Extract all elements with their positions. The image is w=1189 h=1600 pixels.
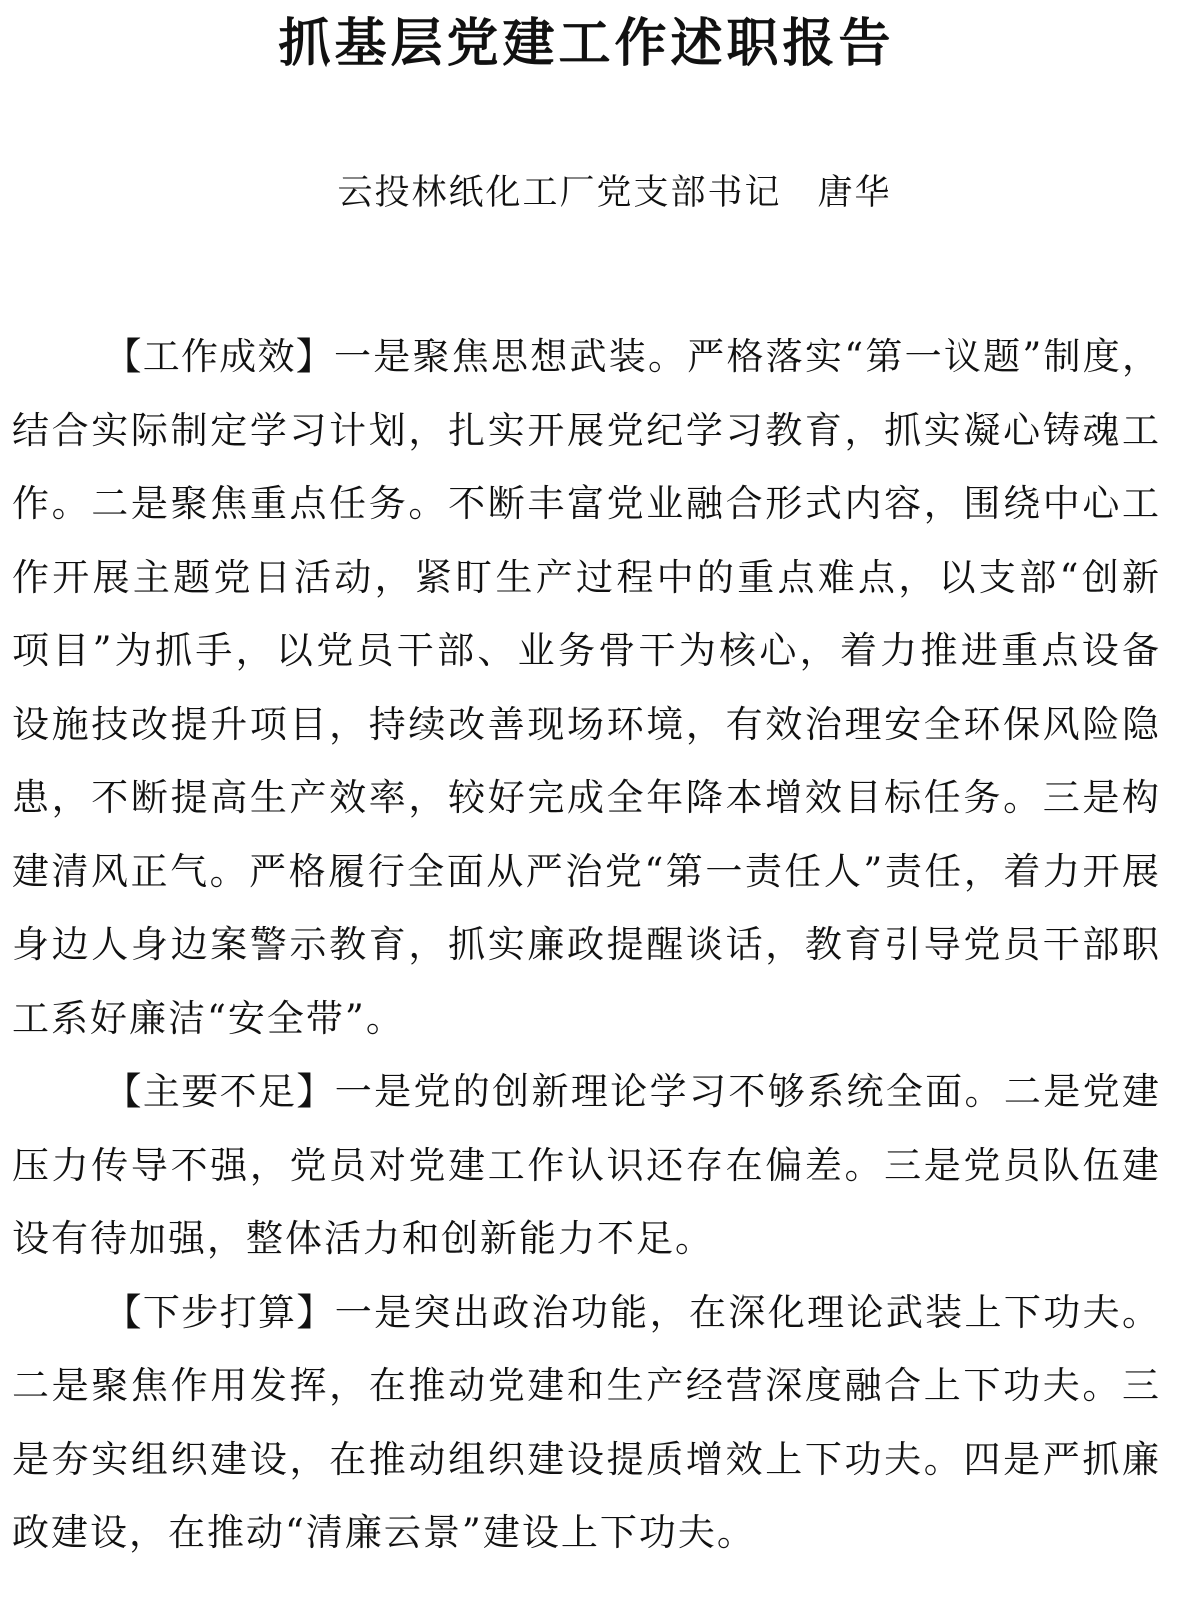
section-shortcomings <box>12 1055 1161 1276</box>
section-heading-shortcomings: 【主要不足】 <box>104 1070 335 1113</box>
section-heading-next-steps: 【下步打算】 <box>104 1290 335 1334</box>
author-position: 云投林纸化工厂党支部书记 <box>337 173 782 213</box>
author-name: 唐华 <box>817 173 892 213</box>
section-heading-work-results: 【工作成效】 <box>104 335 334 378</box>
section-text-next-steps: 一是突出政治功能，在深化理论武装上下功夫。二是聚焦作用发挥，在推动党建和生产经营深度融合上下功夫。三是夯实组织建设，在推动组织建设提质增效上下功夫。四是严抓廉政建设，在推动“清廉云景”建设上下功夫。 <box>12 1290 1162 1554</box>
section-work-results <box>12 320 1161 1055</box>
section-text-work-results: 一是聚焦思想武装。严格落实“第一议题”制度，结合实际制定学习计划，扎实开展党纪学习教育，抓实凝心铸魂工作。二是聚焦重点任务。不断丰富党业融合形式内容，围绕中心工作开展主题党日活动，紧盯生产过程中的重点难点，以支部“创新项目”为抓手，以党员干部、业务骨干为核心，着力推进重点设备设施技改提升项目，持续改善现场环境，有效治理安全环保风险隐患，不断提高生产效率，较好完成全年降本增效目标任务。三是构建清风正气。严格履行全面从严治党“第一责任人”责任，着力开展身边人身边案警示教育，抓实廉政提醒谈话，教育引导党员干部职工系好廉洁“安全带”。 <box>12 335 1161 1040</box>
section-text-shortcomings: 一是党的创新理论学习不够系统全面。二是党建压力传导不强，党员对党建工作认识还存在偏差。三是党员队伍建设有待加强，整体活力和创新能力不足。 <box>12 1070 1162 1260</box>
document-body <box>12 320 1161 1570</box>
document-title: 抓基层党建工作述职报告 <box>278 13 895 74</box>
section-next-steps <box>12 1276 1161 1570</box>
author-line <box>0 168 1189 218</box>
